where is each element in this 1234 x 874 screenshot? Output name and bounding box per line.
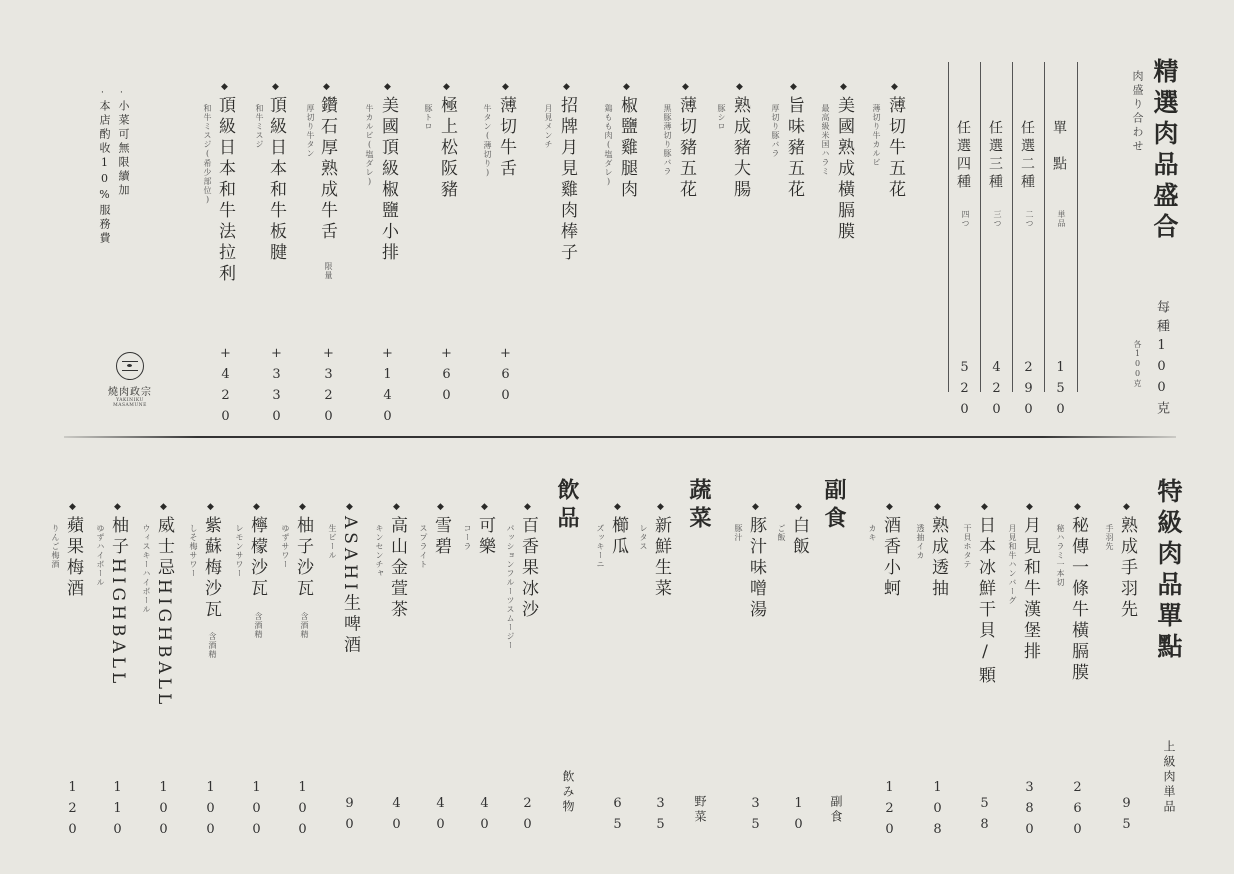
menu-item-price: 40 [433,796,448,838]
menu-item-price: 120 [882,780,897,843]
bullet-icon: ◆ [657,502,664,512]
menu-item-price: 100 [295,780,310,843]
menu-item-name: 櫛瓜 [608,516,628,558]
menu-item-price: +320 [321,346,336,430]
set-jp: 単品 [1057,210,1066,228]
bullet-icon: ◆ [502,82,509,92]
menu-item-jp: 厚切り牛タン [306,104,315,158]
menu-item-jp: キンセンチャ [375,524,384,578]
bullet-icon: ◆ [840,82,847,92]
menu-item-jp: 秘ハラミ一本切 [1056,524,1065,587]
menu-item-jp: 厚切り豚バラ [771,104,780,158]
bullet-icon: ◆ [253,502,260,512]
menu-item-name: 新鮮生菜 [651,516,671,600]
divider-line [980,62,981,392]
set-price: 420 [989,360,1004,423]
alcohol-tag: 含酒精 [208,632,217,659]
menu-item-price: 95 [1119,796,1134,838]
menu-item-name: 蘋果梅酒 [63,516,83,600]
menu-item-name: 鑽石厚熟成牛舌 [317,96,337,243]
divider-line [1044,62,1045,392]
menu-item-price: 40 [389,796,404,838]
menu-item-price: 100 [249,780,264,843]
set-price: 290 [1021,360,1036,423]
menu-item-price: +140 [380,346,395,430]
bottom-title-jp: 上級肉単品 [1162,740,1176,815]
menu-item-name: 檸檬沙瓦 [247,516,267,600]
alcohol-tag: 含酒精 [300,612,309,639]
menu-item-name: 頂級日本和牛法拉利 [215,96,235,285]
menu-item-jp: 透抽イカ [916,524,925,560]
veg-title-jp: 野菜 [693,795,707,825]
menu-item-name: 熟成手羽先 [1117,516,1137,621]
menu-item-price: 100 [156,780,171,843]
menu-item-name: 月見和牛漢堡排 [1020,516,1040,663]
menu-item-name: 極上松阪豬 [437,96,457,201]
bullet-icon: ◆ [1123,502,1130,512]
bullet-icon: ◆ [160,502,167,512]
alcohol-tag: 含酒精 [254,612,263,639]
bullet-icon: ◆ [299,502,306,512]
bullet-icon: ◆ [795,502,802,512]
menu-item-price: +330 [269,346,284,430]
menu-item-name: 柚子HIGHBALL [108,516,128,688]
menu-item-jp: 豚汁 [734,524,743,542]
top-title: 精選肉品盛合 [1150,58,1179,244]
menu-item-name: 薄切豬五花 [676,96,696,201]
bullet-icon: ◆ [981,502,988,512]
menu-item-price: 110 [110,780,125,843]
weight-note: 每種100克 [1154,300,1169,420]
menu-item-price: 100 [203,780,218,843]
menu-item-jp: 豚トロ [424,104,433,131]
bullet-icon: ◆ [207,502,214,512]
menu-item-price: 90 [342,796,357,838]
bullet-icon: ◆ [481,502,488,512]
bullet-icon: ◆ [790,82,797,92]
bullet-icon: ◆ [934,502,941,512]
menu-item-jp: 月見和牛ハンバーグ [1008,524,1017,605]
menu-item-name: 椒鹽雞腿肉 [617,96,637,201]
note-bullet: · [120,88,123,98]
menu-item-price: 120 [65,780,80,843]
logo-en: YAKINIKU MASAMUNE [113,398,147,408]
set-label: 任選四種 [955,120,971,192]
bullet-icon: ◆ [384,82,391,92]
menu-item-price: 20 [520,796,535,838]
divider-line [1077,62,1078,392]
limited-tag: 限量 [324,262,333,280]
bottom-title: 特級肉品單點 [1154,478,1183,664]
menu-item-name: 薄切牛五花 [885,96,905,201]
bullet-icon: ◆ [323,82,330,92]
drink-title-jp: 飲み物 [561,770,575,815]
menu-item-name: 白飯 [789,516,809,558]
bullet-icon: ◆ [221,82,228,92]
menu-item-jp: パッションフルーツスムージー [506,524,515,650]
menu-item-price: 10 [791,796,806,838]
set-jp: 三つ [993,210,1002,228]
bullet-icon: ◆ [623,82,630,92]
menu-item-jp: スプライト [419,524,428,569]
side-title-jp: 副食 [829,795,843,825]
menu-item-jp: 最高級米国ハラミ [821,104,830,176]
menu-item-jp: レモンサワー [235,524,244,578]
bullet-icon: ◆ [1026,502,1033,512]
menu-item-jp: ゆずハイボール [96,524,105,587]
bullet-icon: ◆ [1074,502,1081,512]
menu-item-jp: ゆずサワー [281,524,290,569]
menu-item-name: 可樂 [475,516,495,558]
bullet-icon: ◆ [393,502,400,512]
menu-item-price: +60 [439,346,454,409]
bullet-icon: ◆ [614,502,621,512]
menu-item-price: 58 [977,796,992,838]
bullet-icon: ◆ [736,82,743,92]
menu-item-price: 65 [610,796,625,838]
menu-item-name: 酒香小蚵 [880,516,900,600]
menu-item-price: +60 [498,346,513,409]
menu-item-name: 豚汁味噌湯 [746,516,766,621]
set-label: 任選三種 [987,120,1003,192]
section-divider [64,436,1176,438]
menu-item-jp: カキ [868,524,877,542]
menu-item-name: 美國頂級椒鹽小排 [378,96,398,264]
restaurant-logo [104,352,156,408]
menu-item-jp: 和牛ミスジ [255,104,264,149]
bullet-icon: ◆ [886,502,893,512]
menu-item-jp: 薄切り牛カルビ [872,104,881,167]
bullet-icon: ◆ [114,502,121,512]
divider-line [1012,62,1013,392]
set-label: 任選二種 [1019,120,1035,192]
bullet-icon: ◆ [69,502,76,512]
bullet-icon: ◆ [272,82,279,92]
note-bullet: · [101,88,104,98]
top-subtitle: 肉盛り合わせ [1131,70,1144,154]
menu-item-jp: 黒豚薄切り豚バラ [663,104,672,176]
menu-item-name: 美國熟成橫膈膜 [834,96,854,243]
side-title: 副食 [821,478,847,534]
weight-note-jp: 各100克 [1133,340,1142,388]
note-text: 本店酌收10%服務費 [98,100,111,246]
set-price: 520 [957,360,972,423]
menu-item-jp: 鶏もも肉(塩ダレ) [604,104,613,187]
menu-item-price: 108 [930,780,945,843]
menu-item-price: 40 [477,796,492,838]
menu-item-price: 35 [653,796,668,838]
drink-title: 飲品 [554,478,580,534]
logo-emblem-icon [116,352,144,380]
menu-item-jp: 和牛ミスジ(希少部位) [203,104,212,205]
menu-item-jp: りんご梅酒 [51,524,60,569]
bullet-icon: ◆ [752,502,759,512]
bullet-icon: ◆ [437,502,444,512]
menu-item-jp: ご飯 [777,524,786,542]
menu-item-jp: 牛タン(薄切り) [483,104,492,178]
menu-item-jp: コーラ [463,524,472,551]
menu-item-name: 威士忌HIGHBALL [154,516,174,709]
menu-item-jp: レタス [639,524,648,551]
menu-item-name: 柚子沙瓦 [293,516,313,600]
menu-item-price: 260 [1070,780,1085,843]
menu-item-name: ASAHI生啤酒 [340,516,360,657]
menu-item-name: 秘傳一條牛橫膈膜 [1068,516,1088,684]
divider-line [948,62,949,392]
bullet-icon: ◆ [524,502,531,512]
menu-item-name: 日本冰鮮干貝/顆 [975,516,995,687]
menu-item-name: 高山金萱茶 [387,516,407,621]
menu-item-name: 招牌月見雞肉棒子 [557,96,577,264]
menu-item-jp: 豚シロ [717,104,726,131]
menu-item-name: 熟成豬大腸 [730,96,750,201]
set-jp: 二つ [1025,210,1034,228]
menu-item-jp: ウィスキーハイボール [142,524,151,614]
set-jp: 四つ [961,210,970,228]
menu-item-price: 35 [748,796,763,838]
veg-title: 蔬菜 [686,478,712,534]
bullet-icon: ◆ [346,502,353,512]
logo-name: 燒肉政宗 [108,387,152,398]
bullet-icon: ◆ [563,82,570,92]
menu-item-jp: 牛カルビ(塩ダレ) [365,104,374,187]
set-label: 單 點 [1051,120,1067,174]
menu-item-name: 薄切牛舌 [496,96,516,180]
menu-item-name: 雪碧 [431,516,451,558]
menu-item-jp: 干貝ホタテ [963,524,972,569]
menu-item-jp: しそ梅サワー [189,524,198,578]
menu-item-name: 旨味豬五花 [784,96,804,201]
note-text: 小菜可無限續加 [117,100,130,198]
bullet-icon: ◆ [682,82,689,92]
menu-item-jp: ズッキーニ [596,524,605,569]
menu-item-jp: 生ビール [328,524,337,560]
menu-item-name: 頂級日本和牛板腱 [266,96,286,264]
menu-item-name: 百香果冰沙 [518,516,538,621]
menu-item-name: 紫蘇梅沙瓦 [201,516,221,621]
menu-item-jp: 手羽先 [1105,524,1114,551]
menu-item-price: 380 [1022,780,1037,843]
set-price: 150 [1053,360,1068,423]
menu-item-name: 熟成透抽 [928,516,948,600]
menu-item-price: +420 [218,346,233,430]
bullet-icon: ◆ [891,82,898,92]
menu-item-jp: 月見メンチ [544,104,553,149]
bullet-icon: ◆ [443,82,450,92]
